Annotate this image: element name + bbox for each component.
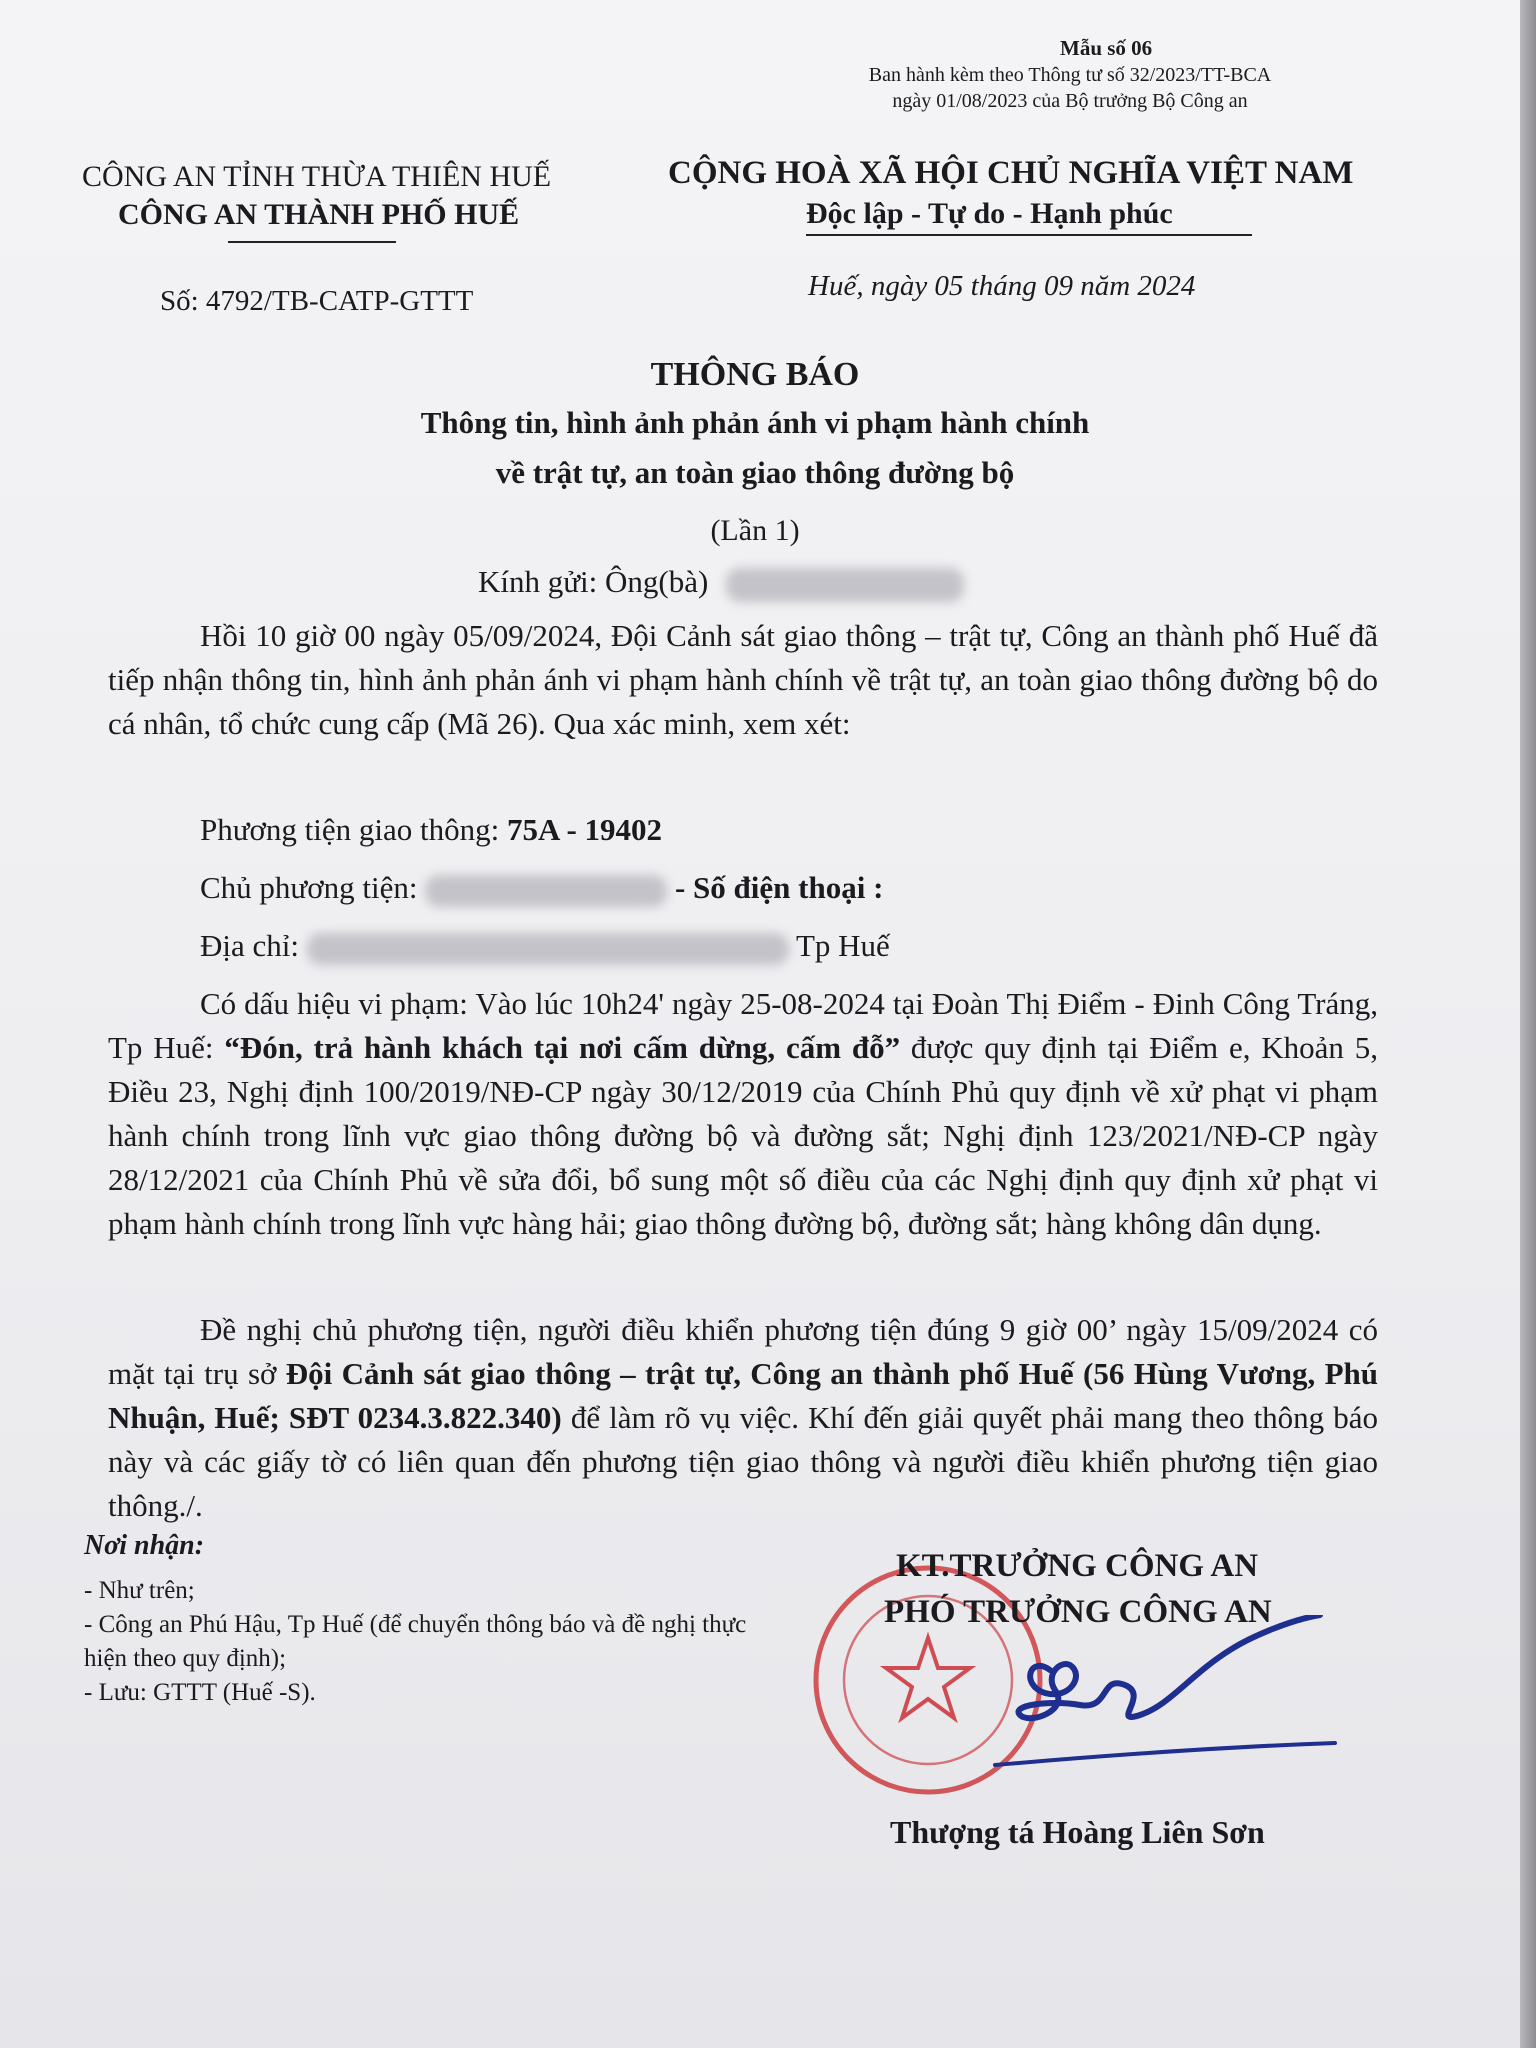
address-city: Tp Huế <box>788 928 890 963</box>
issuing-agency: CÔNG AN THÀNH PHỐ HUẾ <box>118 198 520 231</box>
form-basis-line1: Ban hành kèm theo Thông tư số 32/2023/TT-BCA <box>868 64 1272 86</box>
salutation <box>478 564 964 602</box>
signature-authority-line2: PHÓ TRƯỞNG CÔNG AN <box>884 1594 1272 1630</box>
vehicle-plate: 75A - 19402 <box>507 812 663 847</box>
recipient-item: - Như trên; <box>84 1577 195 1604</box>
phone-label: - Số điện thoại : <box>667 870 884 905</box>
motto-underline <box>806 234 1252 236</box>
page-edge <box>1520 0 1536 2048</box>
summons-intro: Đề nghị chủ phương tiện, người điều khiển phương tiện đúng 9 giờ 00’ ngày 15/09/2024 có mặt tại trụ sở <box>108 1312 1378 1391</box>
signer-name: Thượng tá Hoàng Liên Sơn <box>890 1814 1265 1850</box>
paragraph-violation <box>108 982 1378 1246</box>
recipient-item: - Công an Phú Hậu, Tp Huế (để chuyển thông báo và đề nghị thực hiện theo quy định); <box>84 1611 747 1672</box>
redacted-owner-name <box>425 875 667 907</box>
summons-instructions: để làm rõ vụ việc. Khí đến giải quyết phải mang theo thông báo này và các giấy tờ có liên quan đến phương tiện giao thông và người điều khiển phương tiện giao thông./. <box>108 1400 1378 1523</box>
salutation-label: Kính gửi: Ông(bà) <box>478 564 709 599</box>
owner-line <box>200 870 883 907</box>
address-line <box>200 928 890 965</box>
signature-authority-line1: KT.TRƯỞNG CÔNG AN <box>896 1548 1259 1584</box>
issuing-agency-parent: CÔNG AN TỈNH THỪA THIÊN HUẾ <box>82 160 552 193</box>
form-basis-line2: ngày 01/08/2023 của Bộ trưởng Bộ Công an <box>892 90 1248 112</box>
form-basis <box>810 62 1330 114</box>
national-title: CỘNG HOÀ XÃ HỘI CHỦ NGHĨA VIỆT NAM <box>668 155 1354 191</box>
recipient-item: - Lưu: GTTT (Huế -S). <box>84 1679 316 1706</box>
violation-description: “Đón, trả hành khách tại nơi cấm dừng, cấm đỗ” <box>224 1030 901 1065</box>
document-subtitle-line2: về trật tự, an toàn giao thông đường bộ <box>495 455 1015 490</box>
redacted-recipient-name <box>726 568 964 602</box>
violation-intro: Có dấu hiệu vi phạm: Vào lúc 10h24' ngày 25-08-2024 tại Đoàn Thị Điểm - Đinh Công Tráng, Tp Huế: <box>108 986 1378 1065</box>
address-label: Địa chỉ: <box>200 928 307 963</box>
agency-underline <box>228 241 396 243</box>
national-motto: Độc lập - Tự do - Hạnh phúc <box>806 197 1173 230</box>
form-number: Mẫu số 06 <box>1060 36 1153 60</box>
violation-legal-basis: được quy định tại Điểm e, Khoản 5, Điều 23, Nghị định 100/2019/NĐ-CP ngày 30/12/2019 của Chính Phủ quy định về xử phạt vi phạm hành chính trong lĩnh vực giao thông đường bộ và đường sắt; Nghị định 123/2021/NĐ-CP ngày 28/12/2021 của Chính Phủ về sửa đổi, bổ sung một số điều của các Nghị định quy định xử phạt vi phạm hành chính trong lĩnh vực hàng hải; giao thông đường bộ, đường sắt; hàng không dân dụng. <box>108 1030 1378 1241</box>
vehicle-line <box>200 812 662 848</box>
document-title: THÔNG BÁO <box>650 356 860 393</box>
attempt-number: (Lần 1) <box>710 514 800 547</box>
document-subtitle-line1: Thông tin, hình ảnh phản ánh vi phạm hành chính <box>420 405 1090 440</box>
paragraph-summons <box>108 1308 1378 1528</box>
place-and-date: Huế, ngày 05 tháng 09 năm 2024 <box>808 270 1196 302</box>
paragraph-intro: Hồi 10 giờ 00 ngày 05/09/2024, Đội Cảnh sát giao thông – trật tự, Công an thành phố Huế đã tiếp nhận thông tin, hình ảnh phản ánh vi phạm hành chính về trật tự, an toàn giao thông đường bộ do cá nhân, tổ chức cung cấp (Mã 26). Qua xác minh, xem xét: <box>108 618 1378 741</box>
vehicle-label: Phương tiện giao thông: <box>200 812 508 847</box>
redacted-address <box>307 933 789 965</box>
owner-label: Chủ phương tiện: <box>200 870 426 905</box>
recipients-title: Nơi nhận: <box>84 1530 205 1561</box>
handwritten-signature <box>990 1615 1340 1785</box>
summons-location: Đội Cảnh sát giao thông – trật tự, Công an thành phố Huế (56 Hùng Vương, Phú Nhuận, Huế; SĐT 0234.3.822.340) <box>108 1356 1379 1435</box>
document-number: Số: 4792/TB-CATP-GTTT <box>160 285 474 317</box>
